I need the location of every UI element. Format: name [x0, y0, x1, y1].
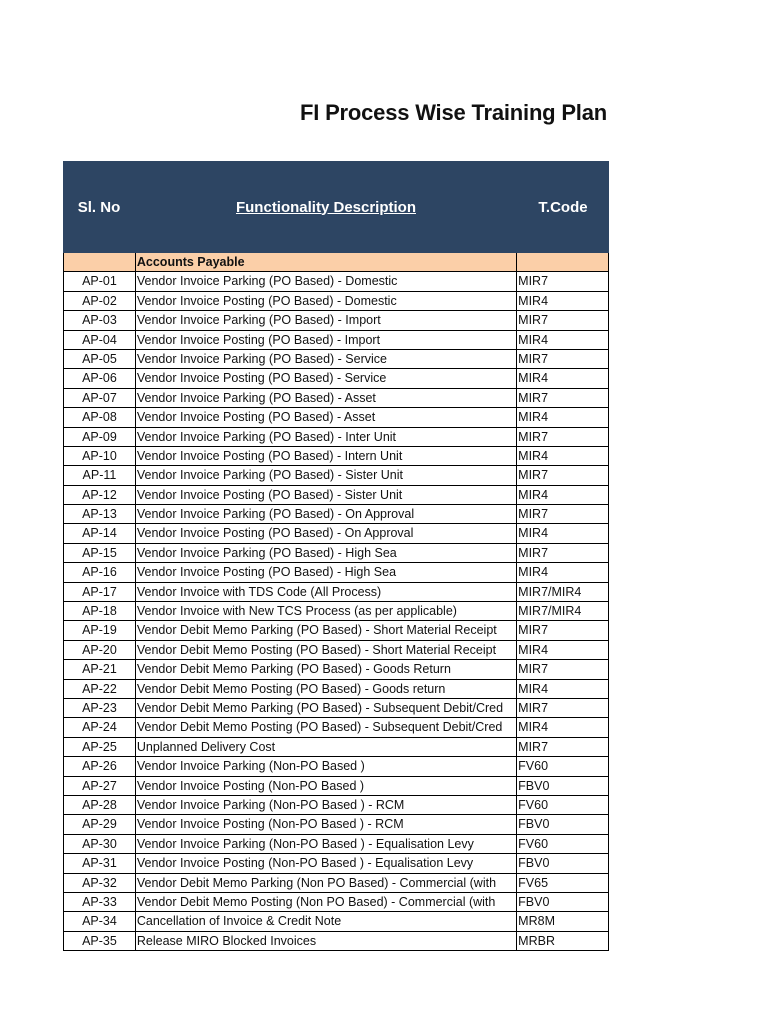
- sl-no-cell: AP-03: [64, 311, 136, 329]
- training-plan-table: [63, 161, 609, 951]
- table-row: [64, 699, 609, 718]
- table-row: [64, 583, 609, 602]
- sl-no-cell: AP-30: [64, 835, 136, 853]
- table-row: [64, 272, 609, 291]
- sl-no-cell: AP-05: [64, 350, 136, 368]
- table-row: [64, 641, 609, 660]
- description-cell: Vendor Invoice Parking (Non-PO Based ) - Equalisation Levy: [136, 835, 517, 853]
- sl-no-cell: AP-35: [64, 932, 136, 950]
- tcode-cell: FBV0: [517, 893, 609, 911]
- sl-no-cell: AP-32: [64, 874, 136, 892]
- tcode-cell: MIR7: [517, 350, 609, 368]
- sl-no-cell: AP-20: [64, 641, 136, 659]
- tcode-cell: MIR4: [517, 563, 609, 581]
- sl-no-cell: AP-09: [64, 428, 136, 446]
- sl-no-cell: AP-21: [64, 660, 136, 678]
- tcode-cell: MIR7: [517, 272, 609, 290]
- sl-no-cell: AP-17: [64, 583, 136, 601]
- table-row: [64, 331, 609, 350]
- table-row: [64, 524, 609, 543]
- tcode-cell: MIR4: [517, 369, 609, 387]
- description-cell: Vendor Debit Memo Parking (PO Based) - Goods Return: [136, 660, 517, 678]
- table-row: [64, 835, 609, 854]
- sl-no-cell: AP-10: [64, 447, 136, 465]
- tcode-cell: MIR7: [517, 466, 609, 484]
- tcode-cell: MIR7: [517, 738, 609, 756]
- table-body: [63, 253, 609, 951]
- table-row: [64, 680, 609, 699]
- tcode-cell: MIR7: [517, 660, 609, 678]
- sl-no-cell: AP-28: [64, 796, 136, 814]
- description-cell: Vendor Invoice Posting (PO Based) - Import: [136, 331, 517, 349]
- sl-no-cell: AP-06: [64, 369, 136, 387]
- sl-no-cell: AP-29: [64, 815, 136, 833]
- description-cell: Vendor Invoice Parking (PO Based) - Inter Unit: [136, 428, 517, 446]
- description-cell: Vendor Invoice with TDS Code (All Process): [136, 583, 517, 601]
- tcode-cell: FV60: [517, 835, 609, 853]
- table-row: [64, 738, 609, 757]
- sl-no-cell: AP-24: [64, 718, 136, 736]
- sl-no-cell: AP-04: [64, 331, 136, 349]
- table-row: [64, 428, 609, 447]
- sl-no-cell: AP-14: [64, 524, 136, 542]
- sl-no-cell: AP-16: [64, 563, 136, 581]
- tcode-cell: MIR4: [517, 641, 609, 659]
- description-cell: Vendor Debit Memo Parking (PO Based) - Short Material Receipt: [136, 621, 517, 639]
- description-cell: Vendor Debit Memo Posting (PO Based) - Short Material Receipt: [136, 641, 517, 659]
- sl-no-cell: AP-26: [64, 757, 136, 775]
- description-cell: Vendor Invoice Parking (Non-PO Based ): [136, 757, 517, 775]
- sl-no-cell: AP-13: [64, 505, 136, 523]
- description-cell: Vendor Debit Memo Posting (PO Based) - Goods return: [136, 680, 517, 698]
- sl-no-cell: AP-25: [64, 738, 136, 756]
- sl-no-cell: AP-27: [64, 777, 136, 795]
- header-tcode: T.Code: [538, 198, 588, 216]
- description-cell: Vendor Invoice Posting (Non-PO Based ): [136, 777, 517, 795]
- table-row: [64, 621, 609, 640]
- description-cell: Vendor Invoice Parking (PO Based) - Domestic: [136, 272, 517, 290]
- table-row: [64, 815, 609, 834]
- description-cell: Vendor Invoice Parking (Non-PO Based ) - RCM: [136, 796, 517, 814]
- table-row: [64, 486, 609, 505]
- table-row: [64, 602, 609, 621]
- description-cell: Vendor Invoice Posting (PO Based) - Sister Unit: [136, 486, 517, 504]
- tcode-cell: MIR7: [517, 544, 609, 562]
- tcode-cell: FV60: [517, 796, 609, 814]
- description-cell: Unplanned Delivery Cost: [136, 738, 517, 756]
- sl-no-cell: AP-07: [64, 389, 136, 407]
- description-cell: Vendor Invoice Parking (PO Based) - On Approval: [136, 505, 517, 523]
- tcode-cell: MIR4: [517, 292, 609, 310]
- table-row: [64, 932, 609, 951]
- tcode-cell: FV65: [517, 874, 609, 892]
- description-cell: Vendor Invoice Posting (Non-PO Based ) - RCM: [136, 815, 517, 833]
- tcode-cell: MIR7/MIR4: [517, 602, 609, 620]
- sl-no-cell: AP-08: [64, 408, 136, 426]
- sl-no-cell: AP-18: [64, 602, 136, 620]
- sl-no-cell: AP-01: [64, 272, 136, 290]
- table-row: [64, 466, 609, 485]
- section-sl-no-cell: [64, 253, 136, 271]
- table-row: [64, 660, 609, 679]
- section-label: Accounts Payable: [136, 253, 517, 271]
- tcode-cell: MIR4: [517, 447, 609, 465]
- description-cell: Release MIRO Blocked Invoices: [136, 932, 517, 950]
- tcode-cell: MIR7: [517, 621, 609, 639]
- section-tcode-cell: [517, 253, 609, 271]
- table-row: [64, 777, 609, 796]
- table-row: [64, 447, 609, 466]
- table-row: [64, 874, 609, 893]
- description-cell: Vendor Invoice Posting (PO Based) - Asset: [136, 408, 517, 426]
- description-cell: Vendor Debit Memo Posting (Non PO Based) - Commercial (with: [136, 893, 517, 911]
- sl-no-cell: AP-31: [64, 854, 136, 872]
- tcode-cell: MIR4: [517, 718, 609, 736]
- description-cell: Vendor Debit Memo Parking (Non PO Based) - Commercial (with: [136, 874, 517, 892]
- tcode-cell: MIR7/MIR4: [517, 583, 609, 601]
- header-functionality-description: Functionality Description: [235, 198, 416, 216]
- table-row: [64, 893, 609, 912]
- description-cell: Vendor Invoice Parking (PO Based) - Import: [136, 311, 517, 329]
- description-cell: Vendor Invoice Posting (Non-PO Based ) - Equalisation Levy: [136, 854, 517, 872]
- table-row: [64, 292, 609, 311]
- table-row: [64, 563, 609, 582]
- table-row: [64, 757, 609, 776]
- description-cell: Vendor Invoice Parking (PO Based) - Sister Unit: [136, 466, 517, 484]
- table-row: [64, 408, 609, 427]
- description-cell: Vendor Invoice Parking (PO Based) - High Sea: [136, 544, 517, 562]
- description-cell: Vendor Invoice Parking (PO Based) - Service: [136, 350, 517, 368]
- sl-no-cell: AP-22: [64, 680, 136, 698]
- tcode-cell: FV60: [517, 757, 609, 775]
- table-row: [64, 544, 609, 563]
- table-row: [64, 854, 609, 873]
- description-cell: Vendor Invoice Posting (PO Based) - Domestic: [136, 292, 517, 310]
- tcode-cell: MIR4: [517, 331, 609, 349]
- tcode-cell: FBV0: [517, 777, 609, 795]
- description-cell: Vendor Invoice Posting (PO Based) - Service: [136, 369, 517, 387]
- tcode-cell: MIR4: [517, 524, 609, 542]
- tcode-cell: MIR4: [517, 486, 609, 504]
- section-row: [64, 253, 609, 272]
- description-cell: Vendor Invoice Parking (PO Based) - Asset: [136, 389, 517, 407]
- table-row: [64, 350, 609, 369]
- table-header: [63, 161, 609, 253]
- tcode-cell: MIR4: [517, 680, 609, 698]
- sl-no-cell: AP-11: [64, 466, 136, 484]
- table-row: [64, 796, 609, 815]
- tcode-cell: FBV0: [517, 815, 609, 833]
- description-cell: Vendor Invoice Posting (PO Based) - High Sea: [136, 563, 517, 581]
- page-title: FI Process Wise Training Plan: [300, 100, 607, 125]
- table-row: [64, 369, 609, 388]
- sl-no-cell: AP-02: [64, 292, 136, 310]
- sl-no-cell: AP-15: [64, 544, 136, 562]
- sl-no-cell: AP-33: [64, 893, 136, 911]
- header-sl-no: Sl. No: [77, 198, 121, 216]
- description-cell: Vendor Invoice with New TCS Process (as per applicable): [136, 602, 517, 620]
- table-row: [64, 311, 609, 330]
- table-row: [64, 718, 609, 737]
- table-row: [64, 505, 609, 524]
- description-cell: Vendor Debit Memo Posting (PO Based) - Subsequent Debit/Cred: [136, 718, 517, 736]
- tcode-cell: FBV0: [517, 854, 609, 872]
- table-row: [64, 912, 609, 931]
- tcode-cell: MIR7: [517, 505, 609, 523]
- description-cell: Vendor Debit Memo Parking (PO Based) - Subsequent Debit/Cred: [136, 699, 517, 717]
- tcode-cell: MIR7: [517, 311, 609, 329]
- sl-no-cell: AP-34: [64, 912, 136, 930]
- table-row: [64, 389, 609, 408]
- description-cell: Vendor Invoice Posting (PO Based) - Intern Unit: [136, 447, 517, 465]
- tcode-cell: MIR7: [517, 389, 609, 407]
- sl-no-cell: AP-19: [64, 621, 136, 639]
- tcode-cell: MRBR: [517, 932, 609, 950]
- tcode-cell: MR8M: [517, 912, 609, 930]
- sl-no-cell: AP-12: [64, 486, 136, 504]
- description-cell: Cancellation of Invoice & Credit Note: [136, 912, 517, 930]
- tcode-cell: MIR7: [517, 428, 609, 446]
- sl-no-cell: AP-23: [64, 699, 136, 717]
- tcode-cell: MIR4: [517, 408, 609, 426]
- tcode-cell: MIR7: [517, 699, 609, 717]
- description-cell: Vendor Invoice Posting (PO Based) - On Approval: [136, 524, 517, 542]
